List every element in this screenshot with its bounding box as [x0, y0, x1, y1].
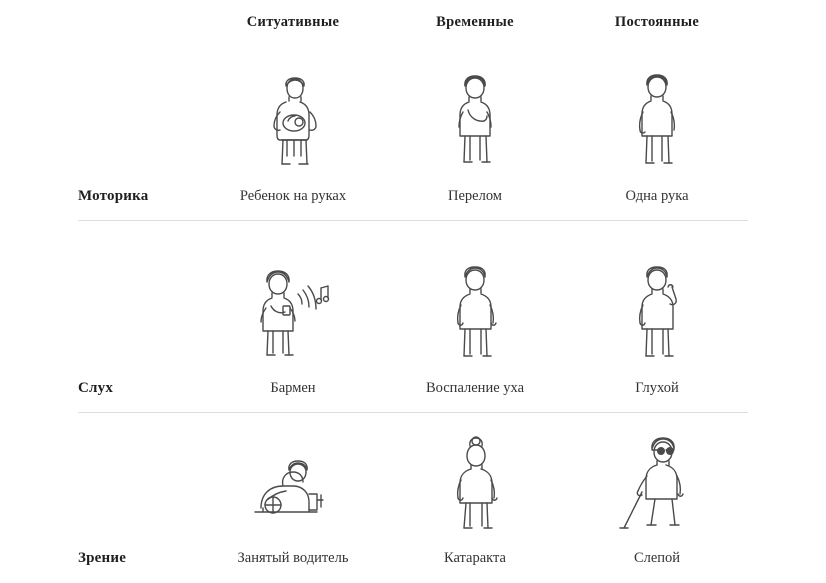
person-arm-sling-icon	[440, 70, 510, 178]
row-label-vision: Зрение	[78, 550, 127, 566]
matrix-header-row	[0, 0, 826, 31]
cell-caption: Одна рука	[625, 187, 689, 204]
cell-caption: Слепой	[633, 549, 681, 566]
cell-vision-situational	[202, 413, 384, 583]
cell-caption: Бармен	[270, 379, 316, 396]
cell-caption: Перелом	[448, 187, 502, 204]
person-deaf-hand-to-ear-icon	[622, 262, 692, 370]
column-header-permanent: Постоянные	[614, 14, 700, 30]
matrix-row-hearing	[0, 221, 826, 413]
cell-motor-permanent	[566, 31, 748, 221]
cell-hearing-permanent	[566, 221, 748, 413]
cell-motor-temporary	[384, 31, 566, 221]
cell-caption: Катаракта	[444, 549, 506, 566]
cell-caption: Ребенок на руках	[239, 187, 347, 204]
bartender-loud-music-icon	[245, 262, 341, 370]
row-label-hearing: Слух	[78, 380, 114, 396]
busy-driver-icon	[243, 432, 343, 540]
person-ear-inflammation-icon	[440, 262, 510, 370]
elderly-person-cane-icon	[440, 432, 510, 540]
cell-hearing-situational	[202, 221, 384, 413]
cell-caption: Воспаление уха	[425, 379, 525, 396]
matrix-row-motor	[0, 31, 826, 221]
row-label-cell	[0, 413, 202, 583]
cell-vision-permanent	[566, 413, 748, 583]
matrix-row-vision	[0, 413, 826, 583]
blind-person-white-cane-icon	[614, 432, 700, 540]
cell-caption: Глухой	[635, 379, 679, 396]
row-label-cell	[0, 31, 202, 221]
person-holding-baby-icon	[253, 70, 333, 178]
person-one-arm-icon	[622, 70, 692, 178]
cell-hearing-temporary	[384, 221, 566, 413]
cell-motor-situational	[202, 31, 384, 221]
cell-caption: Занятый водитель	[237, 549, 349, 566]
row-label-motor: Моторика	[78, 188, 149, 204]
column-header-situational: Ситуативные	[246, 14, 340, 30]
column-header-temporary: Временные	[436, 14, 514, 30]
row-label-cell	[0, 221, 202, 413]
cell-vision-temporary	[384, 413, 566, 583]
